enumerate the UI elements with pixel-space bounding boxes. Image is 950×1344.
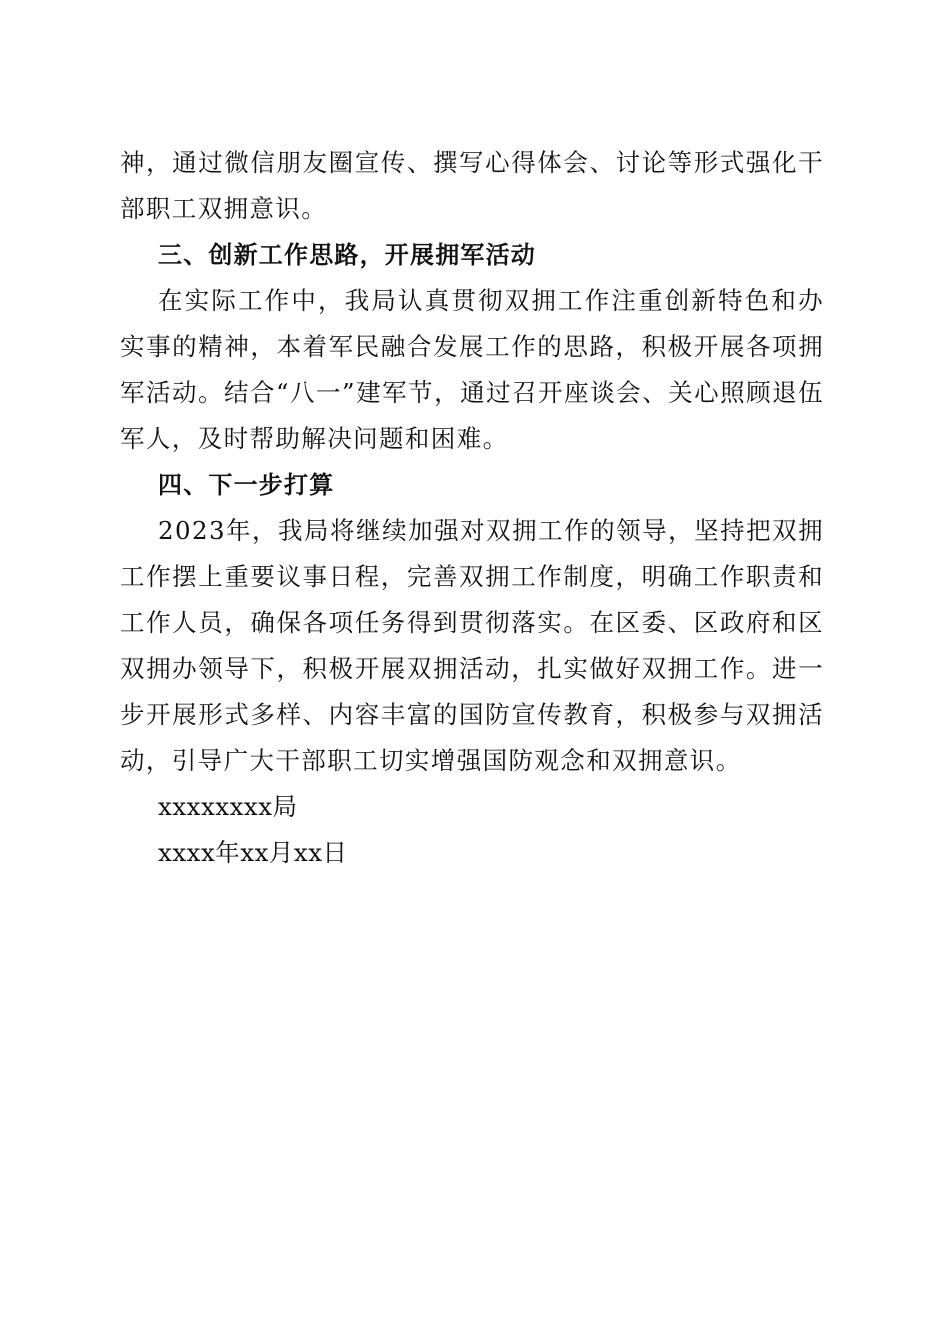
continued-paragraph: 神，通过微信朋友圈宣传、撰写心得体会、讨论等形式强化干部职工双拥意识。	[120, 148, 824, 223]
signature-org: xxxxxxxx局	[158, 792, 298, 821]
signature-date: xxxx年xx月xx日	[158, 838, 348, 867]
section-4-paragraph: 2023年，我局将继续加强对双拥工作的领导，坚持把双拥工作摆上重要议事日程，完善双拥工作制度，明确工作职责和工作人员，确保各项任务得到贯彻落实。在区委、区政府和区双拥办领导下，积极开展双拥活动，扎实做好双拥工作。进一步开展形式多样、内容丰富的国防宣传教育，积极参与双拥活动，引导广大干部职工切实增强国防观念和双拥意识。	[120, 516, 824, 775]
document-body	[120, 140, 824, 876]
section-3-paragraph: 在实际工作中，我局认真贯彻双拥工作注重创新特色和办实事的精神，本着军民融合发展工作的思路，积极开展各项拥军活动。结合“八一”建军节，通过召开座谈会、关心照顾退伍军人，及时帮助解决问题和困难。	[120, 286, 824, 453]
section-3-heading: 三、创新工作思路，开展拥军活动	[158, 241, 536, 269]
section-4-heading: 四、下一步打算	[158, 471, 335, 499]
